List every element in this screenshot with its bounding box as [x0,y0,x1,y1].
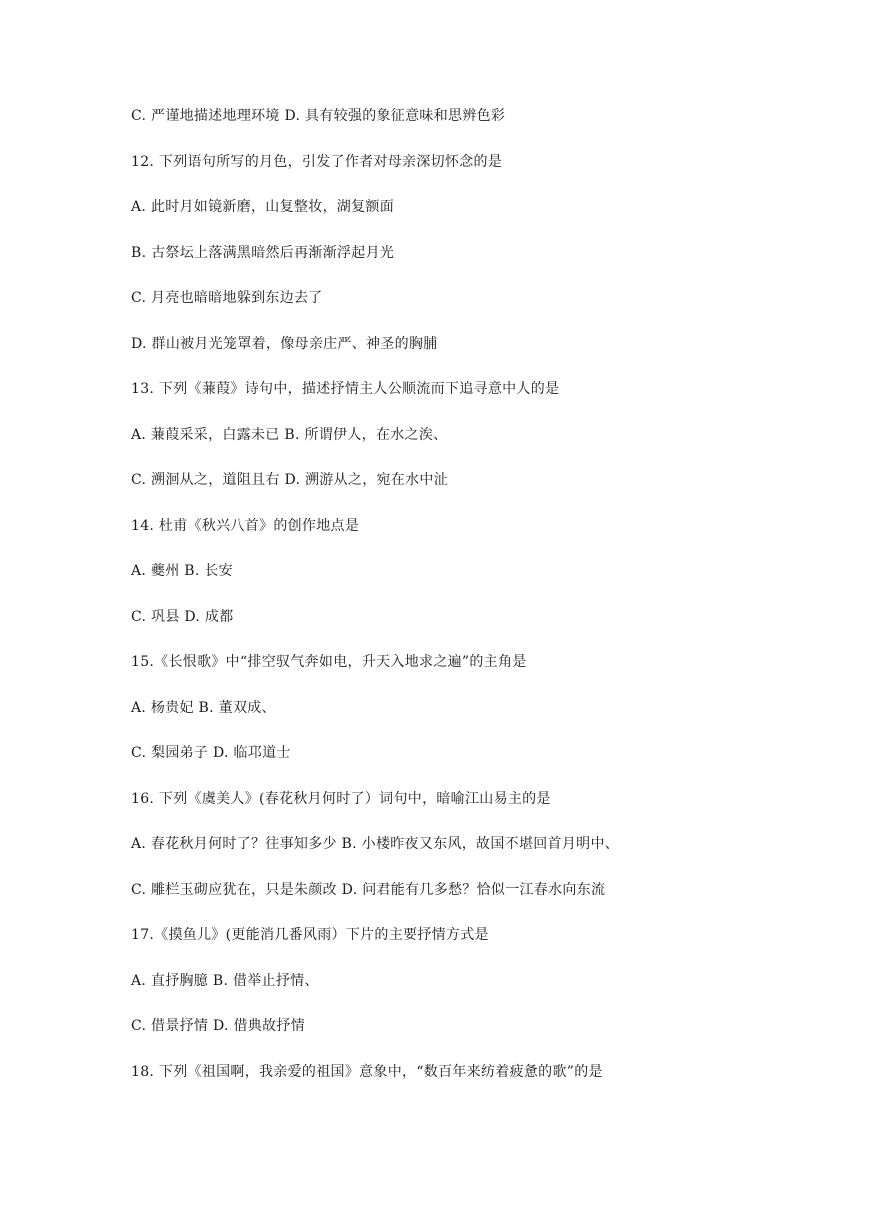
question-18: 18. 下列《祖国啊，我亲爱的祖国》意象中，“数百年来纺着疲惫的歌”的是 [131,1064,603,1080]
q17-option-ab: A. 直抒胸臆 B. 借举止抒情、 [131,973,319,989]
question-13: 13. 下列《蒹葭》诗句中，描述抒情主人公顺流而下追寻意中人的是 [131,381,560,397]
q14-option-ab: A. 夔州 B. 长安 [131,563,233,579]
q17-option-cd: C. 借景抒情 D. 借典故抒情 [131,1018,305,1034]
question-15: 15.《长恨歌》中“排空驭气奔如电，升天入地求之遍”的主角是 [131,654,527,670]
q15-option-ab: A. 杨贵妃 B. 董双成、 [131,700,276,716]
question-12: 12. 下列语句所写的月色，引发了作者对母亲深切怀念的是 [131,154,503,170]
question-17: 17.《摸鱼儿》(更能消几番风雨）下片的主要抒情方式是 [131,927,489,943]
q12-option-c: C. 月亮也暗暗地躲到东边去了 [131,290,323,306]
q12-option-d: D. 群山被月光笼罩着，像母亲庄严、神圣的胸脯 [131,336,438,352]
q14-option-cd: C. 巩县 D. 成都 [131,609,234,625]
question-16: 16. 下列《虞美人》(春花秋月何时了）词句中，暗喻江山易主的是 [131,791,551,807]
q12-option-b: B. 古祭坛上落满黑暗然后再渐渐浮起月光 [131,245,395,261]
text-line-q11-option-cd: C. 严谨地描述地理环境 D. 具有较强的象征意味和思辨色彩 [131,108,506,124]
q15-option-cd: C. 梨园弟子 D. 临邛道士 [131,745,291,761]
q13-option-ab: A. 蒹葭采采，白露未已 B. 所谓伊人，在水之涘、 [131,427,448,443]
q13-option-cd: C. 溯洄从之，道阻且右 D. 溯游从之，宛在水中沚 [131,472,448,488]
q16-option-cd: C. 雕栏玉砌应犹在，只是朱颜改 D. 问君能有几多愁？恰似一江春水向东流 [131,882,606,898]
question-14: 14. 杜甫《秋兴八首》的创作地点是 [131,518,360,534]
q12-option-a: A. 此时月如镜新磨，山复整妆，湖复额面 [131,199,395,215]
q16-option-ab: A. 春花秋月何时了？往事知多少 B. 小楼昨夜又东风，故国不堪回首月明中、 [131,836,620,852]
